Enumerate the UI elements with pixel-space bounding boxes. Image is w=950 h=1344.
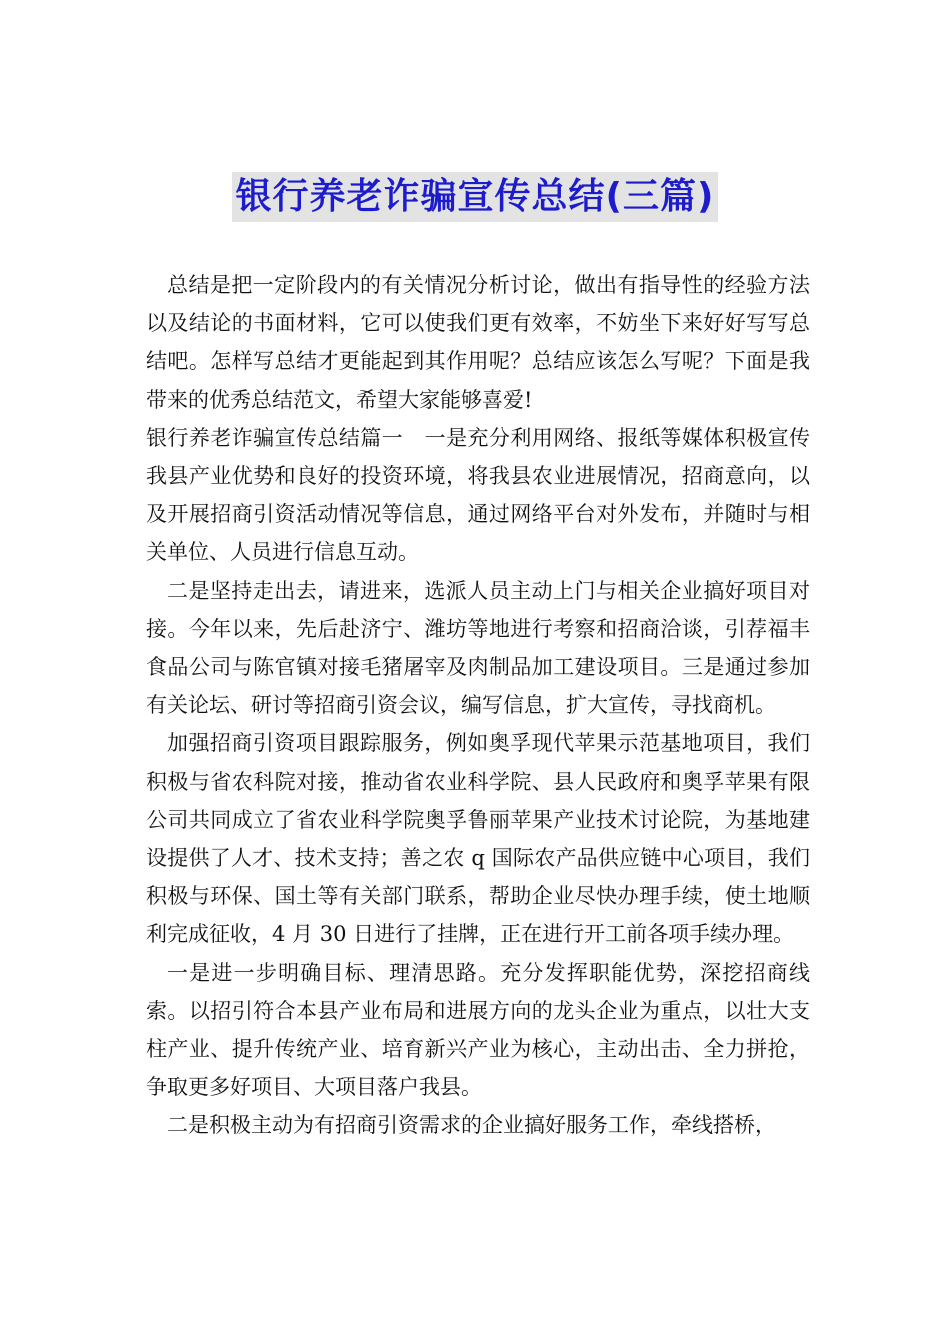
paragraph-goals: 一是进一步明确目标、理清思路。充分发挥职能优势，深挖招商线索。以招引符合本县产业布局和进展方向的龙头企业为重点，以壮大支柱产业、提升传统产业、培育新兴产业为核心，主动出击、全力拼抢，争取更多好项目、大项目落户我县。	[146, 960, 810, 1100]
title-block	[0, 172, 950, 222]
paragraph-intro: 总结是把一定阶段内的有关情况分析讨论，做出有指导性的经验方法以及结论的书面材料，它可以使我们更有效率，不妨坐下来好好写写总结吧。怎样写总结才更能起到其作用呢？总结应该怎么写呢？下面是我带来的优秀总结范文，希望大家能够喜爱!	[146, 273, 810, 412]
paragraph-go-out: 二是坚持走出去，请进来，选派人员主动上门与相关企业搞好项目对接。今年以来，先后赴济宁、潍坊等地进行考察和招商洽谈，引荐福丰食品公司与陈官镇对接毛猪屠宰及肉制品加工建设项目。三是通过参加有关论坛、研讨等招商引资会议，编写信息，扩大宣传，寻找商机。	[146, 578, 810, 718]
paragraph-service: 二是积极主动为有招商引资需求的企业搞好服务工作，牵线搭桥，	[167, 1113, 776, 1138]
document-body	[146, 266, 810, 1145]
document-title: 银行养老诈骗宣传总结(三篇)	[232, 172, 719, 222]
paragraph-part-one: 银行养老诈骗宣传总结篇一 一是充分利用网络、报纸等媒体积极宣传我县产业优势和良好的投资环境，将我县农业进展情况，招商意向，以及开展招商引资活动情况等信息，通过网络平台对外发布，并随时与相关单位、人员进行信息互动。	[146, 425, 810, 565]
paragraph-follow-up: 加强招商引资项目跟踪服务，例如奥孚现代苹果示范基地项目，我们积极与省农科院对接，推动省农业科学院、县人民政府和奥孚苹果有限公司共同成立了省农业科学院奥孚鲁丽苹果产业技术讨论院，为基地建设提供了人才、技术支持；善之农 q 国际农产品供应链中心项目，我们积极与环保、国土等有关部门联系，帮助企业尽快办理手续，使土地顺利完成征收，4 月 30 日进行了挂牌，正在进行开工前各项手续办理。	[146, 731, 810, 947]
